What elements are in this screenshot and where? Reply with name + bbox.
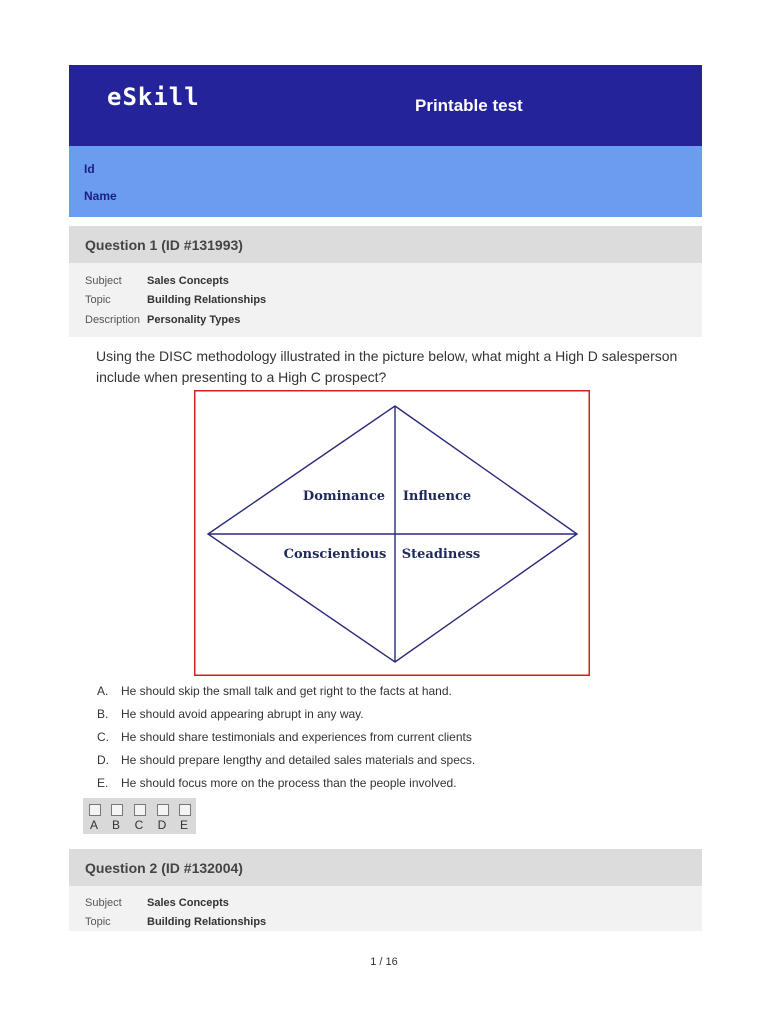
option-letter: A.: [97, 684, 109, 698]
option-text: He should share testimonials and experiences from current clients: [121, 730, 472, 744]
quadrant-influence: Influence: [402, 489, 472, 504]
meta-row-description: [69, 314, 702, 333]
meta-value: Building Relationships: [147, 916, 267, 928]
question-2-meta: [69, 886, 702, 931]
meta-row-topic: [69, 916, 702, 935]
question-1-title: Question 1 (ID #131993): [85, 237, 243, 253]
checkbox-a[interactable]: [89, 804, 101, 816]
option-text: He should focus more on the process than the people involved.: [121, 776, 457, 790]
diagram-frame: [195, 391, 590, 676]
checkbox-e[interactable]: [179, 804, 191, 816]
answer-checkbox-group: [83, 798, 196, 834]
checkbox-label-a: A: [89, 818, 98, 832]
disc-diagram: [194, 390, 590, 676]
id-label: Id: [84, 162, 95, 176]
quadrant-conscientious: Conscientious: [283, 547, 387, 562]
meta-value: Building Relationships: [147, 294, 267, 306]
option-e: [97, 776, 657, 796]
option-b: [97, 707, 657, 727]
meta-row-subject: [69, 897, 702, 916]
meta-key: Description: [85, 314, 141, 326]
question-1-prompt: Using the DISC methodology illustrated in the picture below, what might a High D salesperson include when presenting to a High C prospect?: [96, 348, 678, 385]
quadrant-dominance: Dominance: [302, 489, 386, 504]
question-1-meta: [69, 263, 702, 337]
option-letter: E.: [97, 776, 109, 790]
checkbox-label-c: C: [134, 818, 144, 832]
eskill-logo: eSkill: [107, 83, 200, 111]
candidate-info-bar: [69, 146, 702, 217]
meta-row-subject: [69, 275, 702, 294]
page-title: Printable test: [415, 96, 523, 115]
meta-value: Sales Concepts: [147, 897, 229, 909]
meta-key: Topic: [85, 916, 111, 928]
meta-value: Personality Types: [147, 314, 241, 326]
checkbox-c[interactable]: [134, 804, 146, 816]
meta-key: Subject: [85, 275, 122, 287]
option-letter: C.: [97, 730, 109, 744]
option-text: He should avoid appearing abrupt in any way.: [121, 707, 364, 721]
checkbox-label-e: E: [179, 818, 188, 832]
checkbox-d[interactable]: [157, 804, 169, 816]
question-2-title: Question 2 (ID #132004): [85, 860, 243, 876]
option-letter: B.: [97, 707, 109, 721]
option-c: [97, 730, 657, 750]
name-label: Name: [84, 189, 117, 203]
question-2-heading: [69, 849, 702, 886]
quadrant-steadiness: Steadiness: [401, 547, 481, 562]
option-a: [97, 684, 657, 704]
meta-key: Topic: [85, 294, 111, 306]
option-text: He should prepare lengthy and detailed sales materials and specs.: [121, 753, 476, 767]
checkbox-label-b: B: [111, 818, 120, 832]
meta-key: Subject: [85, 897, 122, 909]
checkbox-label-d: D: [157, 818, 167, 832]
option-text: He should skip the small talk and get right to the facts at hand.: [121, 684, 452, 698]
page-number: 1 / 16: [370, 956, 398, 968]
question-1-heading: [69, 226, 702, 263]
meta-row-topic: [69, 294, 702, 313]
checkbox-b[interactable]: [111, 804, 123, 816]
option-d: [97, 753, 657, 773]
header-banner: [69, 65, 702, 146]
meta-value: Sales Concepts: [147, 275, 229, 287]
option-letter: D.: [97, 753, 109, 767]
